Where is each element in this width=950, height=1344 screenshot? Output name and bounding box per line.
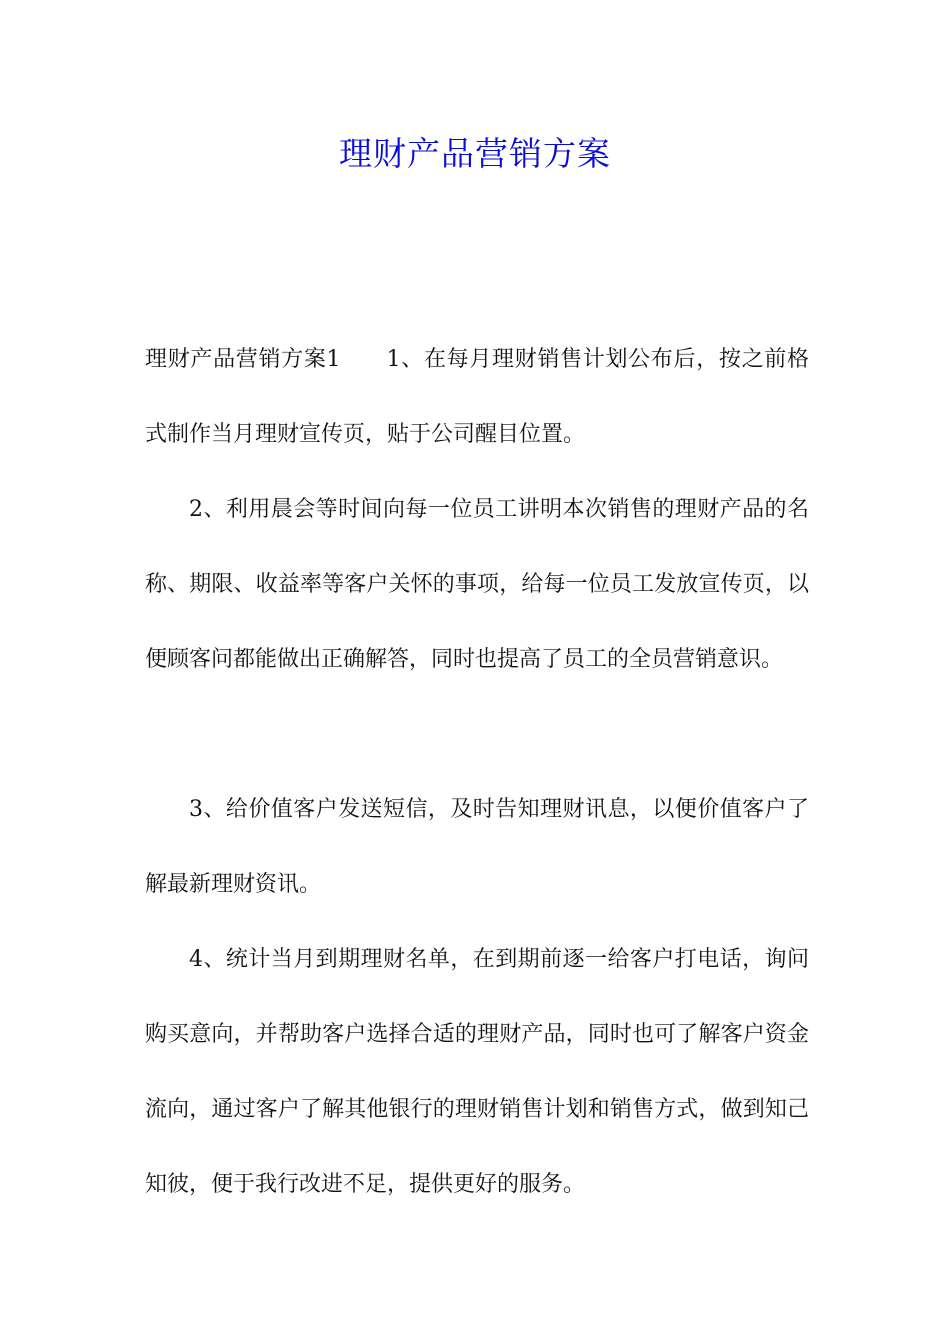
paragraph-4: 4、统计当月到期理财名单，在到期前逐一给客户打电话，询问购买意向，并帮助客户选择合适的理财产品，同时也可了解客户资金流向，通过客户了解其他银行的理财销售计划和销售方式，做到知己知彼，便于我行改进不足，提供更好的服务。 [145, 947, 809, 1197]
paragraph-3: 3、给价值客户发送短信，及时告知理财讯息，以便价值客户了解最新理财资讯。 [145, 797, 809, 897]
document-title: 理财产品营销方案 [339, 134, 611, 173]
paragraph-1 [145, 322, 809, 472]
paragraph-1-text: 1、在每月理财销售计划公布后，按之前格式制作当月理财宣传页，贴于公司醒目位置。 [145, 347, 810, 447]
paragraph-1-heading: 理财产品营销方案1 [145, 347, 387, 372]
paragraph-2: 2、利用晨会等时间向每一位员工讲明本次销售的理财产品的名称、期限、收益率等客户关怀的事项，给每一位员工发放宣传页，以便顾客问都能做出正确解答，同时也提高了员工的全员营销意识。 [145, 497, 809, 672]
